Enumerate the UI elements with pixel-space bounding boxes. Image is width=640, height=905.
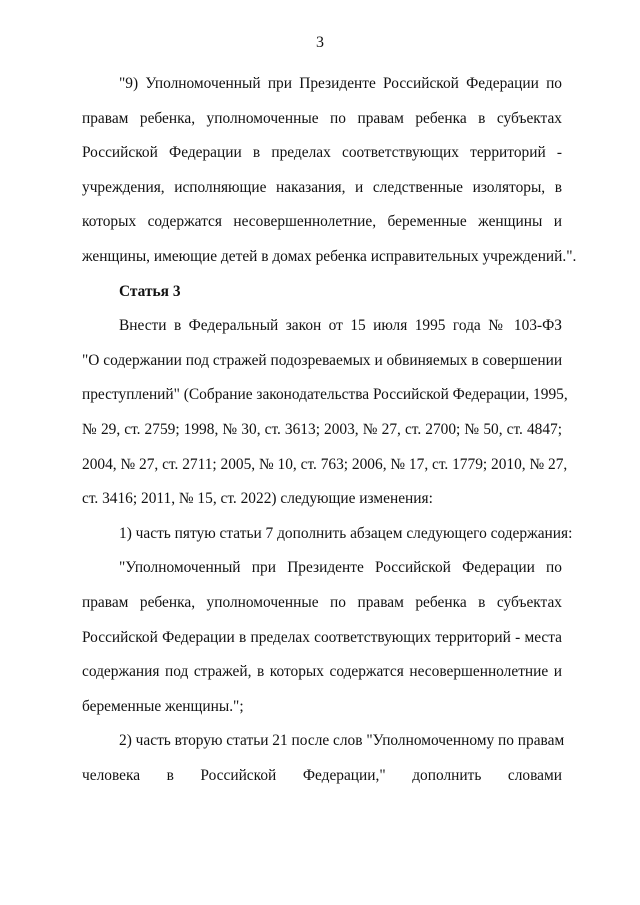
text-line: № 29, ст. 2759; 1998, № 30, ст. 3613; 2003, № 27, ст. 2700; № 50, ст. 4847; (82, 420, 562, 438)
paragraph-item-9 (82, 67, 577, 275)
text-line: Российской Федерации в пределах соответствующих территорий - места (82, 628, 562, 646)
text-line: преступлений" (Собрание законодательства Российской Федерации, 1995, (82, 386, 568, 404)
text-line: человека в Российской Федерации," дополнить словами (82, 766, 562, 784)
text-line: которых содержатся несовершеннолетние, беременные женщины и (82, 213, 562, 231)
text-line: беременные женщины."; (82, 697, 244, 715)
text-line: правам ребенка, уполномоченные по правам ребенка в субъектах (82, 593, 562, 611)
text-line: 2004, № 27, ст. 2711; 2005, № 10, ст. 763; 2006, № 17, ст. 1779; 2010, № 27, (82, 455, 568, 473)
article-heading: Статья 3 (119, 282, 181, 300)
text-line: "9) Уполномоченный при Президенте Российской Федерации по (119, 75, 562, 92)
text-line: женщины, имеющие детей в домах ребенка исправительных учреждений.". (82, 247, 577, 265)
amendment-quote-paragraph (82, 551, 562, 724)
text-line: Российской Федерации в пределах соответствующих территорий - (82, 144, 562, 162)
text-line: "О содержании под стражей подозреваемых и обвиняемых в совершении (82, 351, 563, 369)
amendment-item-1 (82, 517, 573, 552)
text-line: учреждения, исполняющие наказания, и следственные изоляторы, в (82, 178, 562, 196)
page-number: 3 (316, 34, 324, 51)
text-line: 2) часть вторую статьи 21 после слов "Уполномоченному по правам (119, 732, 565, 750)
text-line: "Уполномоченный при Президенте Российской Федерации по (119, 559, 562, 577)
text-line: ст. 3416; 2011, № 15, ст. 2022) следующие изменения: (82, 490, 433, 508)
text-line: Внести в Федеральный закон от 15 июля 1995 года № 103-ФЗ (119, 317, 562, 335)
amendment-item-2 (82, 724, 565, 793)
article-intro-paragraph (82, 309, 568, 517)
text-line: правам ребенка, уполномоченные по правам ребенка в субъектах (82, 109, 562, 127)
text-line: содержания под стражей, в которых содержатся несовершеннолетние и (82, 663, 562, 681)
text-line: 1) часть пятую статьи 7 дополнить абзацем следующего содержания: (119, 524, 573, 542)
document-text (82, 67, 577, 793)
